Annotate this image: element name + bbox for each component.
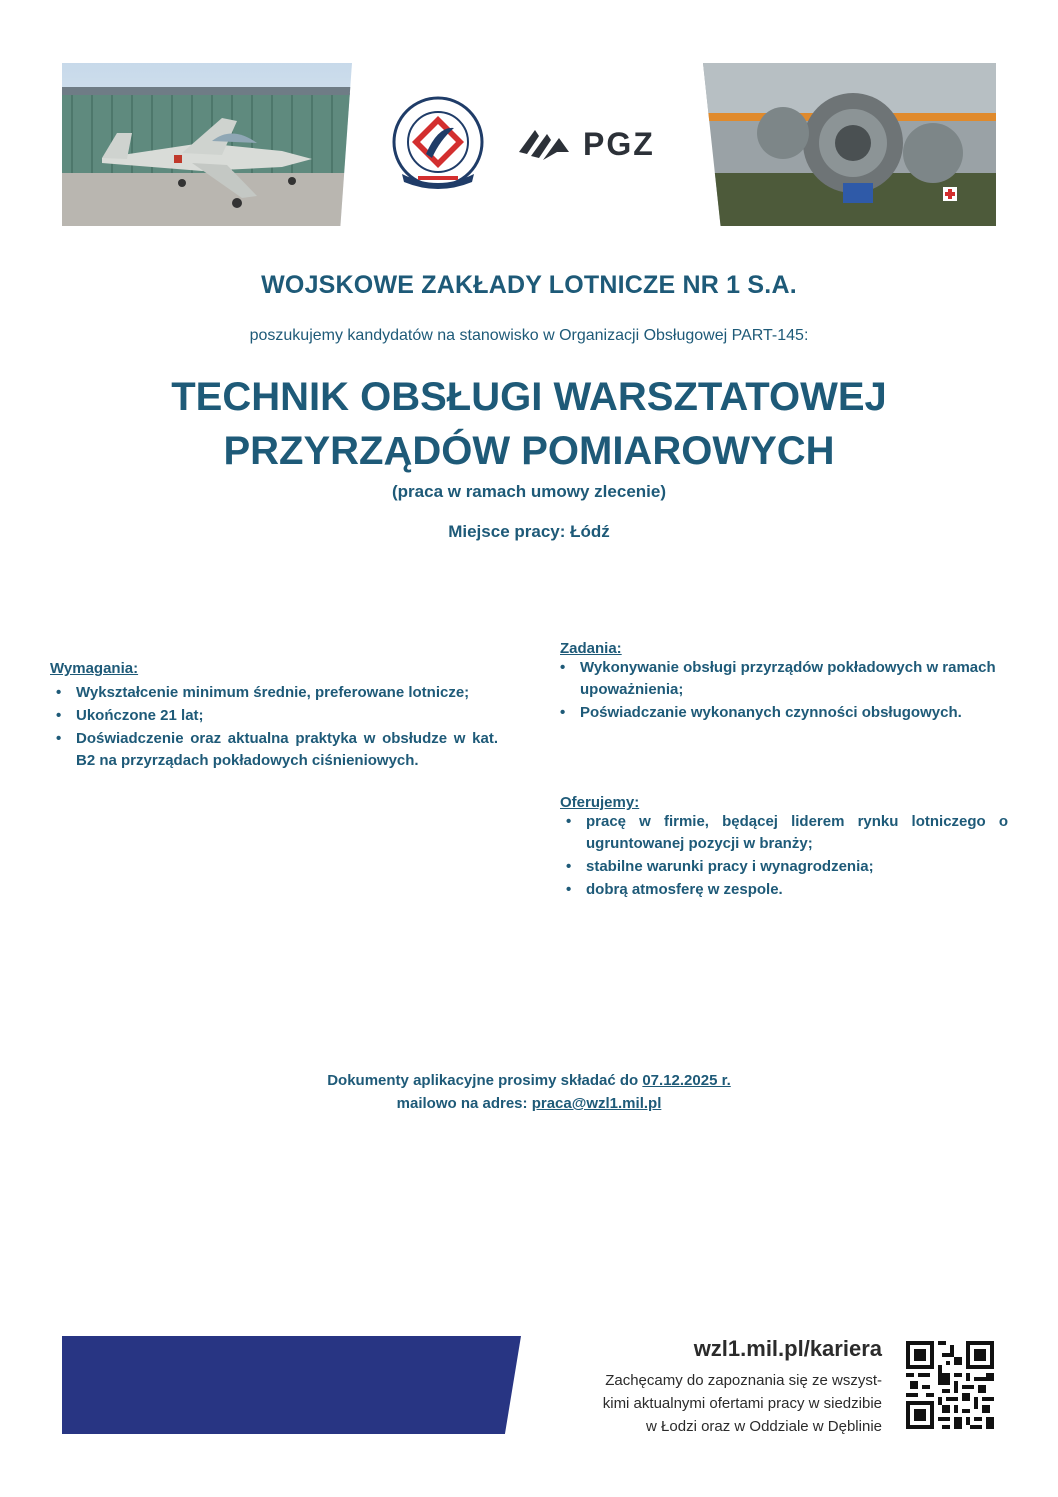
- task-item: • Wykonywanie obsługi przyrządów pokładowych w ramach upoważnienia;: [554, 657, 1000, 701]
- requirement-item: • Doświadczenie oraz aktualna praktyka w obsłudze w kat. B2 na przyrządach pokładowych ciśnieniowych.: [50, 728, 498, 772]
- deadline-line: [0, 1069, 1058, 1092]
- offer-item: • pracę w firmie, będącej liderem rynku lotniczego o ugruntowanej pozycji w branży;: [560, 811, 1008, 855]
- company-name: WOJSKOWE ZAKŁADY LOTNICZE NR 1 S.A.: [261, 271, 797, 299]
- deadline-text: Dokumenty aplikacyjne prosimy składać do: [327, 1072, 643, 1089]
- job-title-line-2: PRZYRZĄDÓW POMIAROWYCH: [223, 429, 835, 473]
- email-line: [0, 1092, 1058, 1115]
- career-url[interactable]: wzl1.mil.pl/kariera: [693, 1336, 882, 1361]
- career-text-line: Zachęcamy do zapoznania się ze wszyst-: [605, 1372, 882, 1389]
- contract-type: (praca w ramach umowy zlecenie): [392, 482, 666, 501]
- offer-item: • dobrą atmosferę w zespole.: [560, 879, 1008, 901]
- career-text-line: w Łodzi oraz w Oddziale w Dęblinie: [646, 1418, 882, 1435]
- offer-heading: Oferujemy:: [560, 794, 640, 811]
- tasks-section: [560, 640, 1000, 725]
- career-description: [520, 1369, 882, 1438]
- email-text: mailowo na adres:: [396, 1095, 532, 1112]
- application-info: [0, 1069, 1058, 1115]
- task-item: • Poświadczanie wykonanych czynności obsługowych.: [554, 702, 1000, 724]
- workshop-photo: [703, 63, 996, 226]
- requirement-item: • Wykształcenie minimum średnie, preferowane lotnicze;: [50, 682, 498, 704]
- pgz-logo: [517, 122, 669, 164]
- aircraft-photo: [62, 63, 352, 226]
- requirements-heading: Wymagania:: [50, 660, 139, 677]
- footer-bar: [62, 1336, 521, 1434]
- job-title-line-1: TECHNIK OBSŁUGI WARSZTATOWEJ: [171, 375, 887, 419]
- qr-code[interactable]: [906, 1341, 994, 1429]
- email-link[interactable]: praca@wzl1.mil.pl: [531, 1095, 662, 1112]
- offer-section: [560, 794, 1008, 902]
- wzl-logo: [388, 96, 488, 194]
- career-text-line: kimi aktualnymi ofertami pracy w siedzibie: [602, 1395, 882, 1412]
- deadline-date: 07.12.2025 r.: [642, 1072, 731, 1089]
- job-title: [0, 370, 1058, 478]
- tasks-heading: Zadania:: [560, 640, 622, 657]
- offer-item: • stabilne warunki pracy i wynagrodzenia;: [560, 856, 1008, 878]
- position-intro: poszukujemy kandydatów na stanowisko w Organizacji Obsługowej PART-145:: [249, 327, 809, 344]
- requirements-section: [50, 660, 498, 773]
- work-location: Miejsce pracy: Łódź: [448, 522, 610, 541]
- pgz-logo-text: PGZ: [583, 126, 655, 162]
- requirement-item: • Ukończone 21 lat;: [50, 705, 498, 727]
